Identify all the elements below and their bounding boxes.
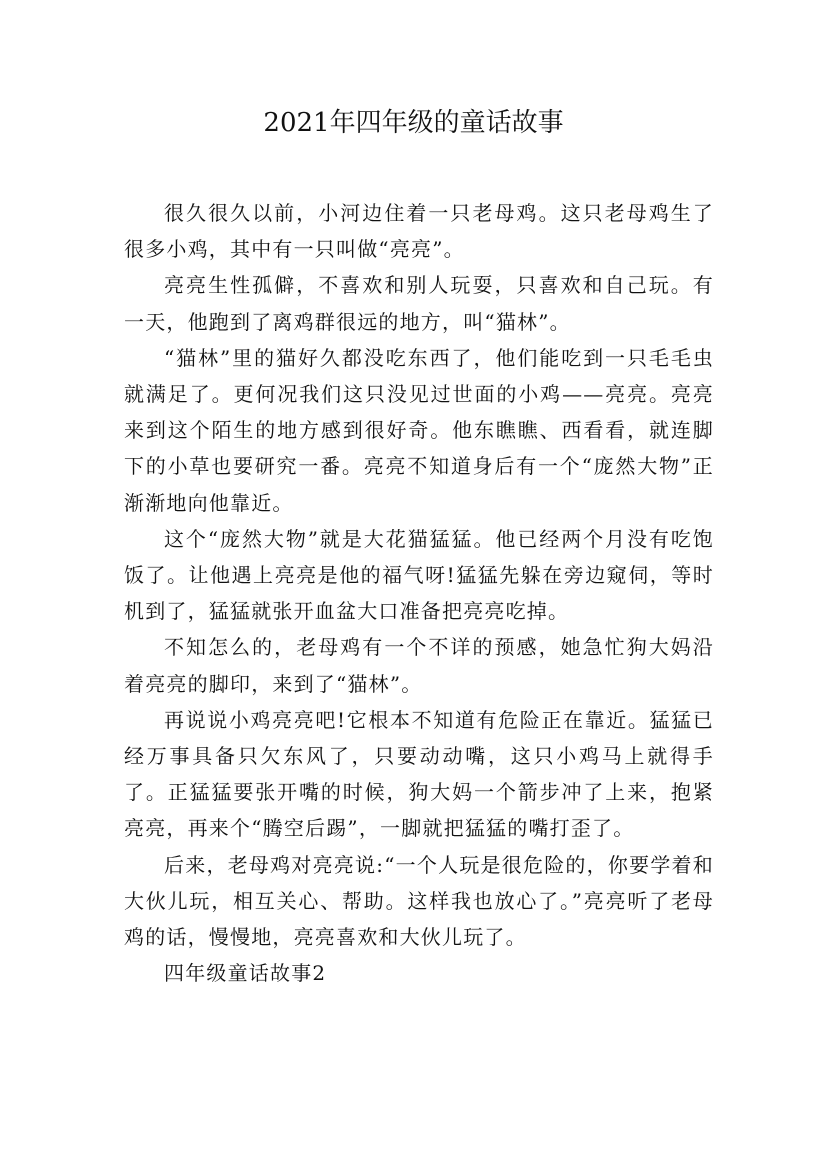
paragraph-6: 再说说小鸡亮亮吧!它根本不知道有危险正在靠近。猛猛已经万事具备只欠东风了，只要动动嘴，这只小鸡马上就得手了。正猛猛要张开嘴的时候，狗大妈一个箭步冲了上来，抱紧亮亮，再来个“腾空后踢”，一脚就把猛猛的嘴打歪了。 <box>124 707 714 841</box>
paragraph-4: 这个“庞然大物”就是大花猫猛猛。他已经两个月没有吃饱饭了。让他遇上亮亮是他的福气呀!猛猛先躲在旁边窥伺，等时机到了，猛猛就张开血盆大口准备把亮亮吃掉。 <box>124 526 714 624</box>
paragraph-3: “猫林”里的猫好久都没吃东西了，他们能吃到一只毛毛虫就满足了。更何况我们这只没见过世面的小鸡——亮亮。亮亮来到这个陌生的地方感到很好奇。他东瞧瞧、西看看，就连脚下的小草也要研究一番。亮亮不知道身后有一个“庞然大物”正渐渐地向他靠近。 <box>124 345 714 515</box>
section-heading-story-2: 四年级童话故事2 <box>164 961 327 986</box>
document-body <box>124 195 714 991</box>
paragraph-1: 很久很久以前，小河边住着一只老母鸡。这只老母鸡生了很多小鸡，其中有一只叫做“亮亮”。 <box>124 201 714 262</box>
paragraph-2: 亮亮生性孤僻，不喜欢和别人玩耍，只喜欢和自己玩。有一天，他跑到了离鸡群很远的地方，叫“猫林”。 <box>124 273 714 334</box>
paragraph-5: 不知怎么的，老母鸡有一个不详的预感，她急忙狗大妈沿着亮亮的脚印，来到了“猫林”。 <box>124 635 714 696</box>
paragraph-7: 后来，老母鸡对亮亮说:“一个人玩是很危险的，你要学着和大伙儿玩，相互关心、帮助。这样我也放心了。”亮亮听了老母鸡的话，慢慢地，亮亮喜欢和大伙儿玩了。 <box>124 852 714 950</box>
document-title: 2021年四年级的童话故事 <box>263 108 564 138</box>
